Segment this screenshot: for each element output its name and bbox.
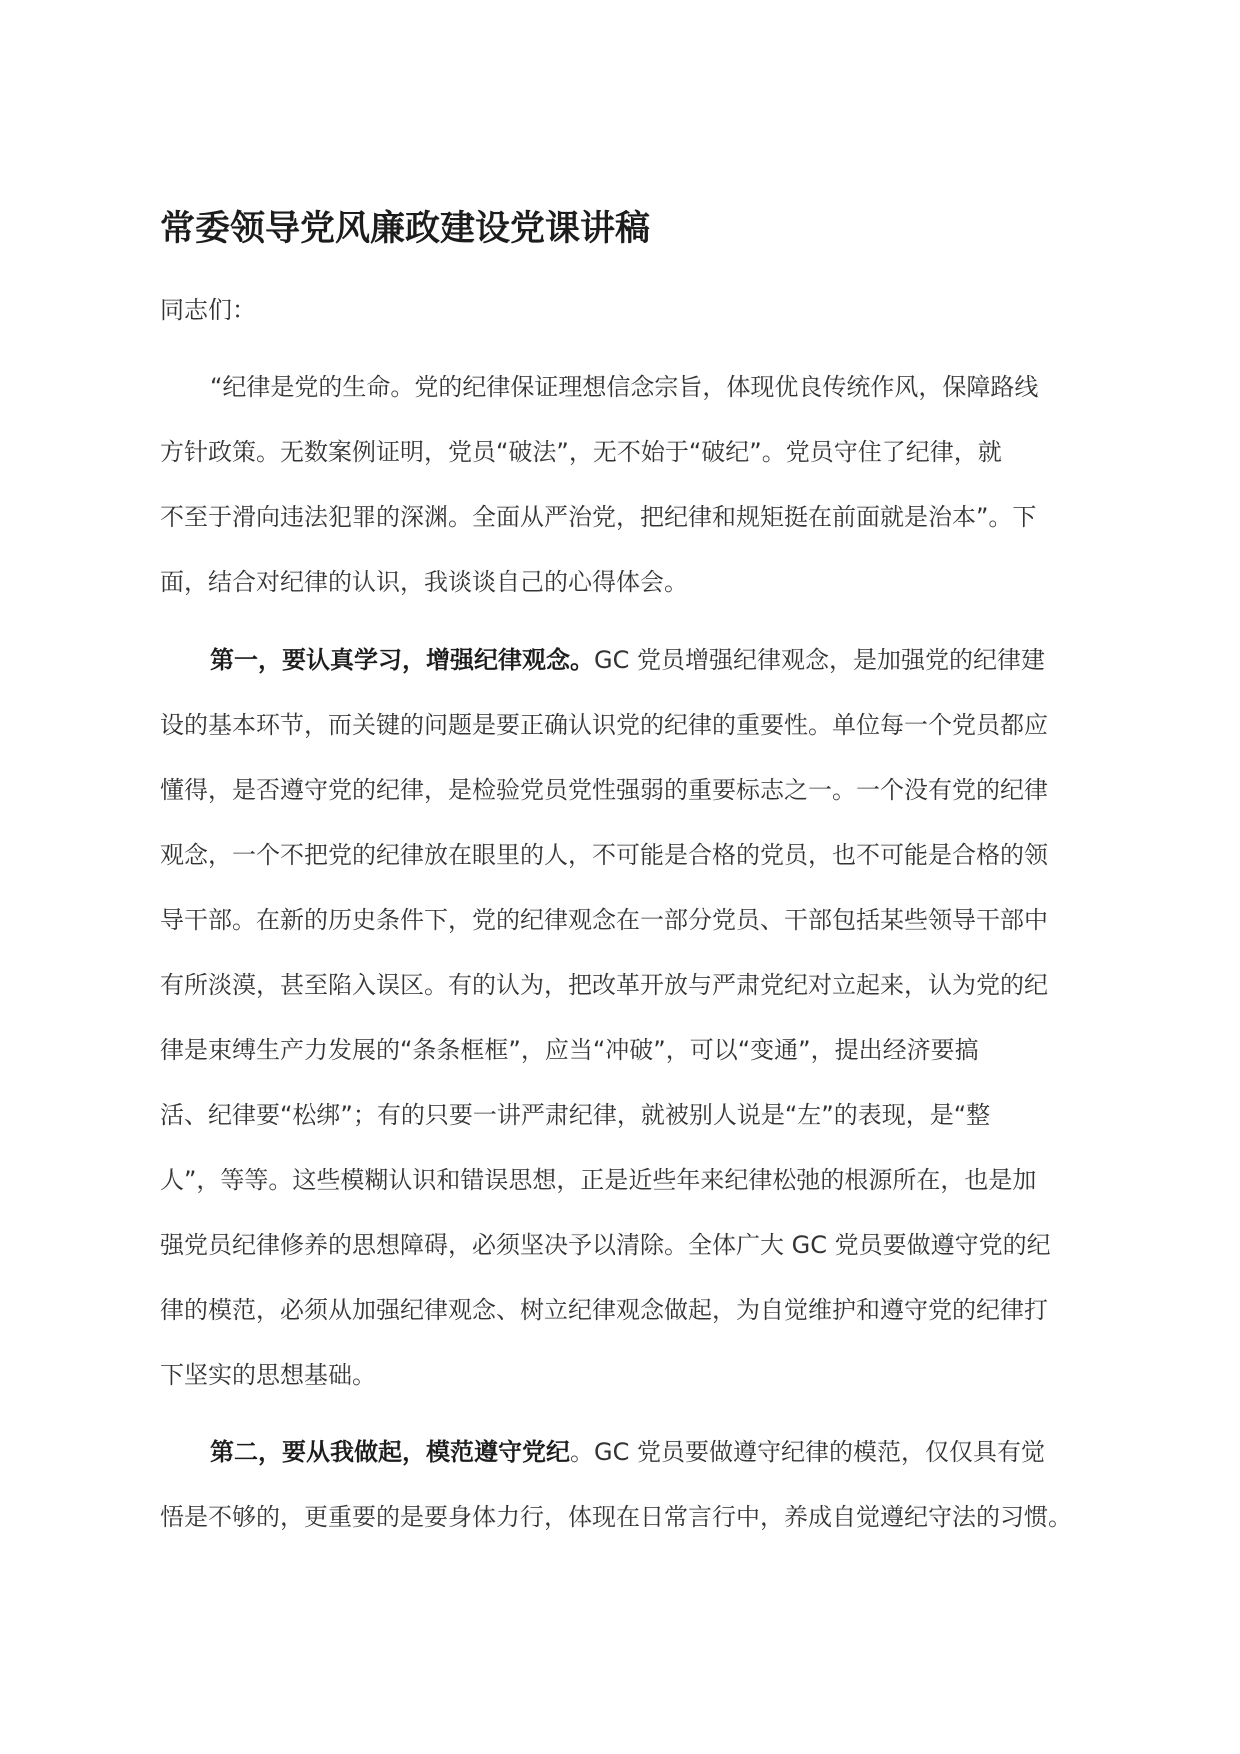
paragraph-intro	[160, 355, 1084, 615]
paragraph-point-one	[160, 628, 1084, 1408]
paragraph-line: 面，结合对纪律的认识，我谈谈自己的心得体会。	[160, 568, 688, 596]
paragraph-line: 观念，一个不把党的纪律放在眼里的人，不可能是合格的党员，也不可能是合格的领	[160, 841, 1048, 869]
paragraph-line: 不至于滑向违法犯罪的深渊。全面从严治党，把纪律和规矩挺在前面就是治本”。下	[160, 503, 1037, 531]
paragraph-line: 方针政策。无数案例证明，党员“破法”，无不始于“破纪”。党员守住了纪律，就	[160, 438, 1002, 466]
paragraph-line: “纪律是党的生命。党的纪律保证理想信念宗旨，体现优良传统作风，保障路线	[210, 373, 1039, 401]
paragraph-line-with-lead	[160, 1420, 1084, 1485]
paragraph-line: 人”，等等。这些模糊认识和错误思想，正是近些年来纪律松弛的根源所在，也是加	[160, 1166, 1037, 1194]
paragraph-line: 懂得，是否遵守党的纪律，是检验党员党性强弱的重要标志之一。一个没有党的纪律	[160, 776, 1048, 804]
paragraph-point-two	[160, 1420, 1084, 1550]
paragraph-line: 导干部。在新的历史条件下，党的纪律观念在一部分党员、干部包括某些领导干部中	[160, 906, 1048, 934]
paragraph-line: 强党员纪律修养的思想障碍，必须坚决予以清除。全体广大 GC 党员要做遵守党的纪	[160, 1231, 1051, 1259]
paragraph-line: 下坚实的思想基础。	[160, 1361, 376, 1389]
paragraph-line: 有所淡漠，甚至陷入误区。有的认为，把改革开放与严肃党纪对立起来，认为党的纪	[160, 971, 1048, 999]
paragraph-line: 悟是不够的，更重要的是要身体力行，体现在日常言行中，养成自觉遵纪守法的习惯。	[160, 1503, 1072, 1531]
paragraph-line: 律是束缚生产力发展的“条条框框”，应当“冲破”，可以“变通”，提出经济要搞	[160, 1036, 979, 1064]
salutation: 同志们：	[160, 296, 256, 324]
paragraph-line-text: 。GC 党员要做遵守纪律的模范，仅仅具有觉	[570, 1438, 1045, 1466]
paragraph-line: 律的模范，必须从加强纪律观念、树立纪律观念做起，为自觉维护和遵守党的纪律打	[160, 1296, 1048, 1324]
document-title: 常委领导党风廉政建设党课讲稿	[160, 209, 651, 249]
paragraph-lead-heading: 第一，要认真学习，增强纪律观念。	[210, 646, 594, 674]
paragraph-line-text: GC 党员增强纪律观念，是加强党的纪律建	[594, 646, 1045, 674]
paragraph-line-with-lead	[160, 628, 1084, 693]
paragraph-line: 活、纪律要“松绑”；有的只要一讲严肃纪律，就被别人说是“左”的表现，是“整	[160, 1101, 991, 1129]
paragraph-line: 设的基本环节，而关键的问题是要正确认识党的纪律的重要性。单位每一个党员都应	[160, 711, 1048, 739]
paragraph-lead-heading: 第二，要从我做起，模范遵守党纪	[210, 1438, 570, 1466]
